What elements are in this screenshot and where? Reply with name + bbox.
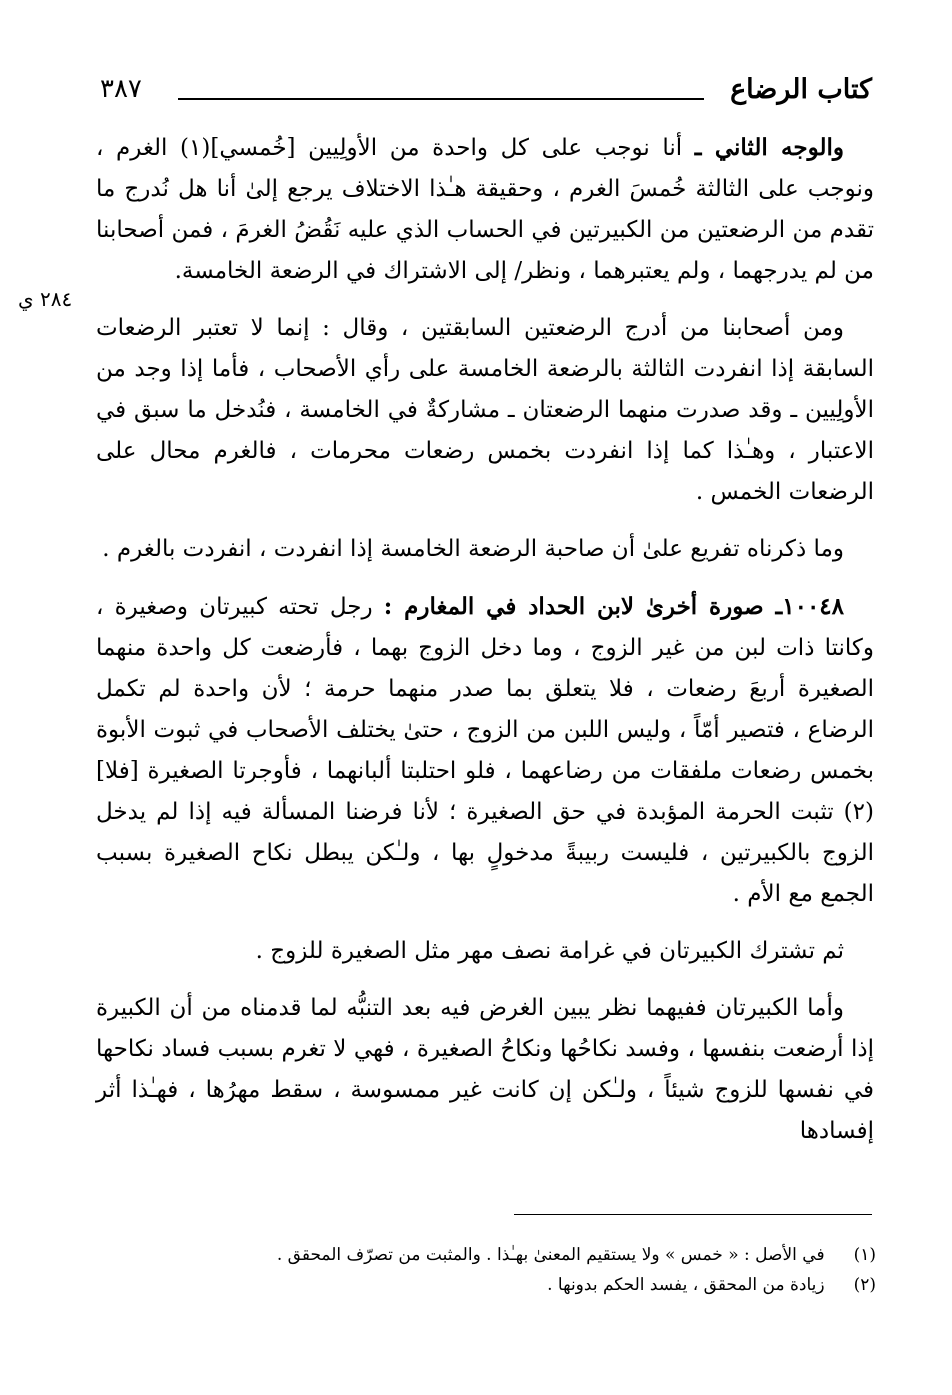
running-header xyxy=(100,74,872,114)
paragraph-text: وأما الكبيرتان ففيهما نظر يبين الغرض فيه بعد التنبُّه لما قدمناه من أن الكبيرة إذا أرضعت بنفسها ، وفسد نكاحُها ونكاحُ الصغيرة ، فهي لا تغرم بسبب فساد نكاحها في نفسها للزوج شيئاً ، ولـٰكن إن كانت غير ممسوسة ، سقط مهرُها ، فهـٰذا أثر إفسادها xyxy=(96,995,874,1144)
footnote-text: في الأصل : « خمس » ولا يستقيم المعنىٰ بهـٰذا . والمثبت من تصرّف المحقق . xyxy=(276,1245,825,1265)
footnote-text: زيادة من المحقق ، يفسد الحكم بدونها . xyxy=(547,1275,825,1295)
footnote xyxy=(100,1240,876,1270)
paragraph-lead: والوجه الثاني ـ xyxy=(694,134,844,161)
footnote xyxy=(100,1270,876,1300)
page-number: ٣٨٧ xyxy=(100,74,142,104)
paragraph xyxy=(96,127,874,292)
chapter-title: كتاب الرضاع xyxy=(730,74,872,105)
paragraph-text: وما ذكرناه تفريع علىٰ أن صاحبة الرضعة الخامسة إذا انفردت ، انفردت بالغرم . xyxy=(102,536,844,562)
paragraph xyxy=(96,586,874,915)
paragraph-text: أنا نوجب على كل واحدة من الأولِيين [خُمسي](١) الغرم ، ونوجب على الثالثة خُمسَ الغرم ، وحقيقة هـٰذا الاختلاف يرجع إلىٰ أنا هل نُدرج ما تقدم من الرضعتين من الكبيرتين في الحساب الذي عليه نَقُضُ الغرمَ ، فمن أصحابنا من لم يدرجهما ، ولم يعتبرهما ، ونظر/ إلى الاشتراك في الرضعة الخامسة. xyxy=(96,135,875,284)
header-rule xyxy=(178,98,704,100)
footnote-number: (٢) xyxy=(853,1275,876,1295)
margin-reference: ٢٨٤ ي xyxy=(18,287,73,311)
paragraph-text: ثم تشترك الكبيرتان في غرامة نصف مهر مثل الصغيرة للزوج . xyxy=(255,938,844,964)
footnote-rule xyxy=(514,1214,872,1215)
paragraph-text: ومن أصحابنا من أدرج الرضعتين السابقتين ، وقال : إنما لا تعتبر الرضعات السابقة إذا انفردت الثالثة بالرضعة الخامسة على رأي الأصحاب ، فأما إذا وجد من الأولِيين ـ وقد صدرت منهما الرضعتان ـ مشاركةٌ في الخامسة ، فنُدخل ما سبق في الاعتبار ، وهـٰذا كما إذا انفردت بخمس رضعات محرمات ، فالغرم محال على الرضعات الخمس . xyxy=(96,315,874,505)
footnote-number: (١) xyxy=(853,1245,876,1265)
paragraph xyxy=(96,308,874,513)
footnotes xyxy=(100,1240,876,1300)
paragraph xyxy=(96,931,874,972)
main-text xyxy=(96,127,874,1168)
paragraph xyxy=(96,529,874,570)
paragraph-text: رجل تحته كبيرتان وصغيرة ، وكانتا ذات لبن من غير الزوج ، وما دخل الزوج بهما ، فأرضعت كل واحدة منهما الصغيرة أربعَ رضعات ، فلا يتعلق بما صدر منهما حرمة ؛ لأن واحدة لم تكمل الرضاع ، فتصير أمّاً ، وليس اللبن من الزوج ، حتىٰ يختلف الأصحاب في ثبوت الأبوة بخمس رضعات ملفقات من رضاعهما ، فلو احتلبتا ألبانهما ، فأوجرتا الصغيرة [فلا](٢) تثبت الحرمة المؤبدة في حق الصغيرة ؛ لأنا فرضنا المسألة فيه إذا لم يدخل الزوج بالكبيرتين ، فليست ربيبةً مدخولٍ بها ، ولـٰكن يبطل نكاح الصغيرة بسبب الجمع مع الأم . xyxy=(96,594,874,907)
paragraph xyxy=(96,988,874,1152)
paragraph-lead: ١٠٠٤٨ـ صورة أخرىٰ لابن الحداد في المغارم : xyxy=(383,593,845,620)
